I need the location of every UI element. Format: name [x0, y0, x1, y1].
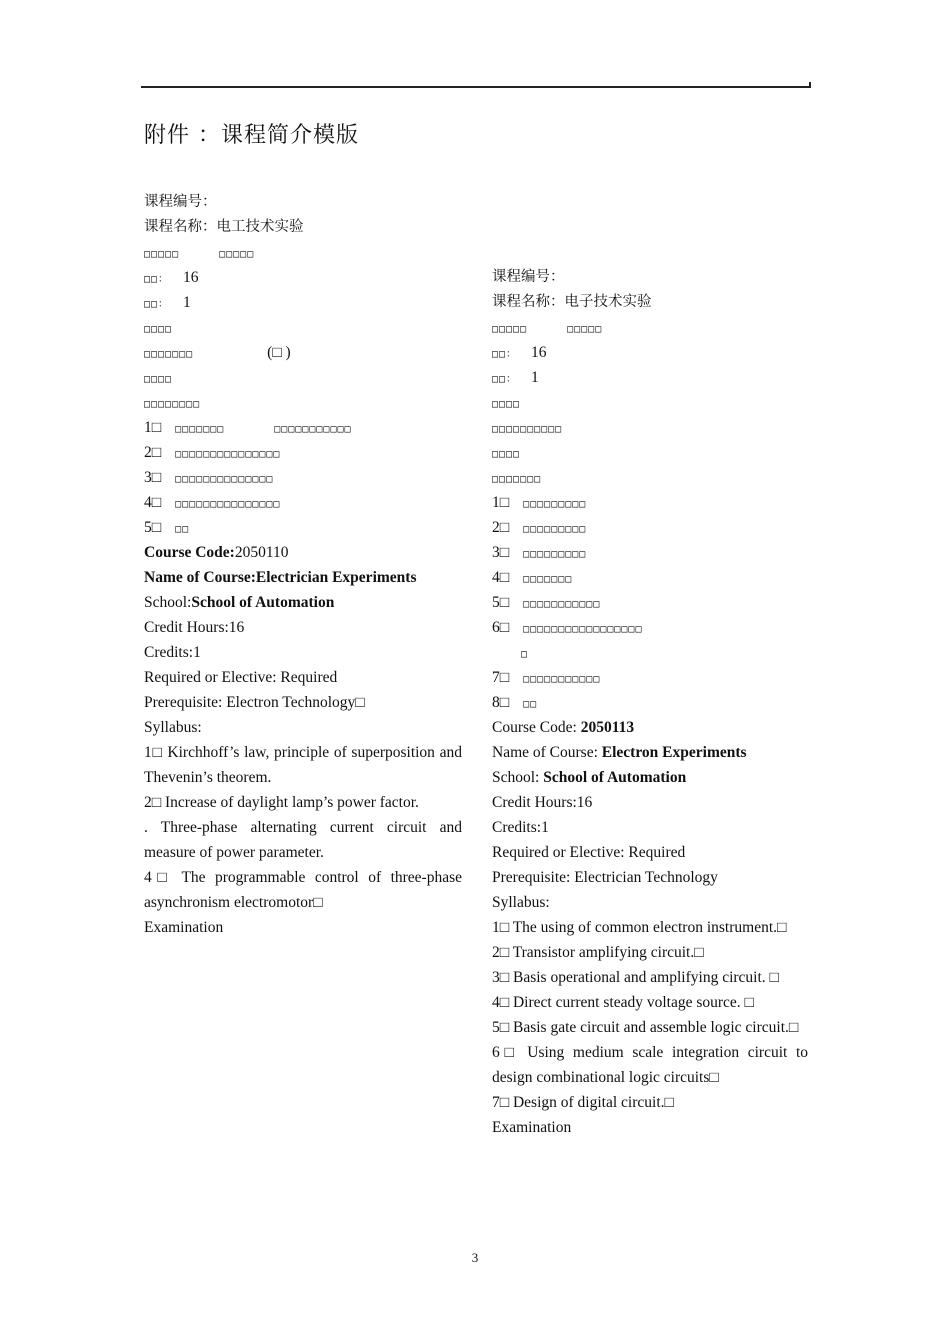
cn-name-value: 电子技术实验 — [564, 294, 652, 310]
garbled-text: □□□□□ — [144, 249, 180, 260]
garbled-text: □□□□□□□ — [144, 349, 194, 360]
page-title: 附件 ：课程简介模版 — [144, 123, 359, 148]
cn-code-label: 课程编号： — [492, 269, 565, 285]
item-number: 5□ — [144, 519, 162, 536]
prereq-line — [492, 415, 808, 440]
cn-item — [492, 565, 808, 590]
en-school-label: School: — [144, 594, 192, 611]
garbled-text: □□□□□□□ — [523, 574, 573, 585]
en-code-line — [144, 540, 462, 565]
en-school-value: School of Automation — [543, 769, 687, 786]
cn-item — [144, 465, 462, 490]
syllabus-hdr-line — [144, 365, 462, 390]
header-rule — [141, 86, 811, 88]
cn-item — [144, 490, 462, 515]
en-credits-line: Credits:1 — [492, 819, 549, 836]
garbled-school-line — [492, 315, 808, 340]
garbled-text: □□□□ — [144, 374, 173, 385]
garbled-text: □□ — [175, 524, 190, 535]
garbled-text: □□□□□□□□□□□□□□□□□ — [523, 624, 643, 635]
garbled-text: □□ — [523, 699, 538, 710]
cn-item — [492, 665, 808, 690]
garbled-text: □□□□□□□□□□□□□□□ — [175, 449, 281, 460]
en-code-label: Course Code: — [492, 719, 581, 736]
cn-code-line — [492, 265, 808, 290]
credits-line — [144, 290, 462, 315]
syllabus-hdr-line — [492, 440, 808, 465]
item-number: 2□ — [492, 519, 510, 536]
en-school-value: School of Automation — [191, 594, 335, 611]
cn-name-label: 课程名称： — [144, 219, 217, 235]
cn-item — [492, 540, 808, 565]
credits-value: 1 — [531, 369, 539, 386]
garbled-text: □□□□□□□□□□□□□□□ — [175, 499, 281, 510]
garbled-text: □□□□□□□□□ — [523, 499, 587, 510]
item-number: 3□ — [492, 544, 510, 561]
cn-code-label: 课程编号： — [144, 194, 217, 210]
en-required-line: Required or Elective: Required — [144, 669, 338, 686]
prereq-paren: (□ ) — [267, 344, 291, 361]
garbled-text: □□□□ — [492, 399, 521, 410]
en-item: 2□ Increase of daylight lamp’s power factor. — [144, 794, 419, 811]
cn-name-line — [492, 290, 808, 315]
type-line — [144, 315, 462, 340]
en-name-line — [492, 740, 808, 765]
cn-name-label: 课程名称： — [492, 294, 565, 310]
garbled-text: □□□□□□□□□□□ — [523, 674, 601, 685]
syllabus-sub-line — [492, 465, 808, 490]
cn-item — [492, 490, 808, 515]
garbled-text: □□： — [144, 274, 170, 285]
garbled-text: □□□□□ — [219, 249, 255, 260]
en-school-line — [144, 590, 462, 615]
en-exam-line: Examination — [492, 1119, 572, 1136]
en-code-line — [492, 715, 808, 740]
type-line — [492, 390, 808, 415]
garbled-text: □□□□ — [492, 449, 521, 460]
en-hours-line: Credit Hours:16 — [144, 619, 245, 636]
cn-name-value: 电工技术实验 — [216, 219, 304, 235]
en-credits-line: Credits:1 — [144, 644, 201, 661]
en-name-line: Name of Course:Electrician Experiments — [144, 569, 417, 586]
hours-line — [492, 340, 808, 365]
en-required-line: Required or Elective: Required — [492, 844, 686, 861]
en-item: 3□ Basis operational and amplifying circuit. □ — [492, 969, 779, 986]
en-exam-line: Examination — [144, 919, 224, 936]
garbled-text: □□□□□□□□□ — [523, 524, 587, 535]
header-rule-end — [809, 82, 811, 88]
item-number: 5□ — [492, 594, 510, 611]
en-item: 2□ Transistor amplifying circuit.□ — [492, 944, 704, 961]
cn-item — [492, 590, 808, 615]
garbled-text: □□□□□□□ — [175, 424, 225, 435]
item-number: 1□ — [144, 419, 162, 436]
en-school-label: School: — [492, 769, 544, 786]
right-course-column — [492, 265, 808, 1140]
garbled-text: □□□□□□□□□□ — [492, 424, 563, 435]
garbled-text: □□： — [144, 299, 170, 310]
cn-item — [144, 515, 462, 540]
en-prereq-line: Prerequisite: Electron Technology□ — [144, 694, 365, 711]
en-code-label: Course Code: — [144, 544, 235, 561]
cn-item — [144, 415, 462, 440]
garbled-text: □□□□□□□□□ — [523, 549, 587, 560]
en-item: 1□ Kirchhoff’s law, principle of superposition and Thevenin’s theorem. — [144, 744, 462, 786]
cn-item — [144, 440, 462, 465]
en-item: . Three-phase alternating current circuit and measure of power parameter. — [144, 819, 462, 861]
item-number: 2□ — [144, 444, 162, 461]
hours-value: 16 — [183, 269, 199, 286]
garbled-text: □□： — [492, 374, 518, 385]
en-syllabus-line: Syllabus: — [144, 719, 202, 736]
garbled-text: □ — [521, 649, 529, 660]
en-code-value: 2050113 — [580, 719, 635, 736]
hours-value: 16 — [531, 344, 547, 361]
garbled-text: □□□□ — [144, 324, 173, 335]
syllabus-sub-line — [144, 390, 462, 415]
en-item: 7□ Design of digital circuit.□ — [492, 1094, 674, 1111]
garbled-text: □□□□□□□□□□□ — [274, 424, 352, 435]
en-item: 4□ The programmable control of three-phase asynchronism electromotor□ — [144, 869, 462, 911]
item-number: 1□ — [492, 494, 510, 511]
en-school-line — [492, 765, 808, 790]
cn-code-line — [144, 190, 462, 215]
garbled-text: □□□□□□□□ — [144, 399, 201, 410]
page-number: 3 — [471, 1250, 479, 1265]
cn-item — [492, 515, 808, 540]
item-number: 8□ — [492, 694, 510, 711]
en-item: 5□ Basis gate circuit and assemble logic circuit.□ — [492, 1019, 799, 1036]
en-item: 4□ Direct current steady voltage source. □ — [492, 994, 754, 1011]
item-number: 4□ — [144, 494, 162, 511]
garbled-text: □□□□□□□□□□□ — [523, 599, 601, 610]
en-name-label: Name of Course: — [492, 744, 602, 761]
garbled-text: □□： — [492, 349, 518, 360]
cn-item — [492, 690, 808, 715]
en-hours-line: Credit Hours:16 — [492, 794, 593, 811]
item-number: 6□ — [492, 619, 510, 636]
item-number: 3□ — [144, 469, 162, 486]
left-course-column — [144, 190, 462, 940]
garbled-school-line — [144, 240, 462, 265]
credits-value: 1 — [183, 294, 191, 311]
item-number: 4□ — [492, 569, 510, 586]
en-item: 1□ The using of common electron instrument.□ — [492, 919, 787, 936]
en-name-value: Electron Experiments — [601, 744, 747, 761]
cn-item — [492, 615, 808, 640]
garbled-text: □□□□□□□ — [492, 474, 542, 485]
prereq-line — [144, 340, 462, 365]
garbled-text: □□□□□ — [567, 324, 603, 335]
credits-line — [492, 365, 808, 390]
garbled-text: □□□□□□□□□□□□□□ — [175, 474, 274, 485]
item-number: 7□ — [492, 669, 510, 686]
en-item: 6□ Using medium scale integration circuit to design combinational logic circuits□ — [492, 1044, 808, 1086]
en-syllabus-line: Syllabus: — [492, 894, 550, 911]
garbled-text: □□□□□ — [492, 324, 528, 335]
en-prereq-line: Prerequisite: Electrician Technology — [492, 869, 718, 886]
en-code-value: 2050110 — [234, 544, 289, 561]
cn-name-line — [144, 215, 462, 240]
hours-line — [144, 265, 462, 290]
cn-item-cont — [492, 640, 808, 665]
